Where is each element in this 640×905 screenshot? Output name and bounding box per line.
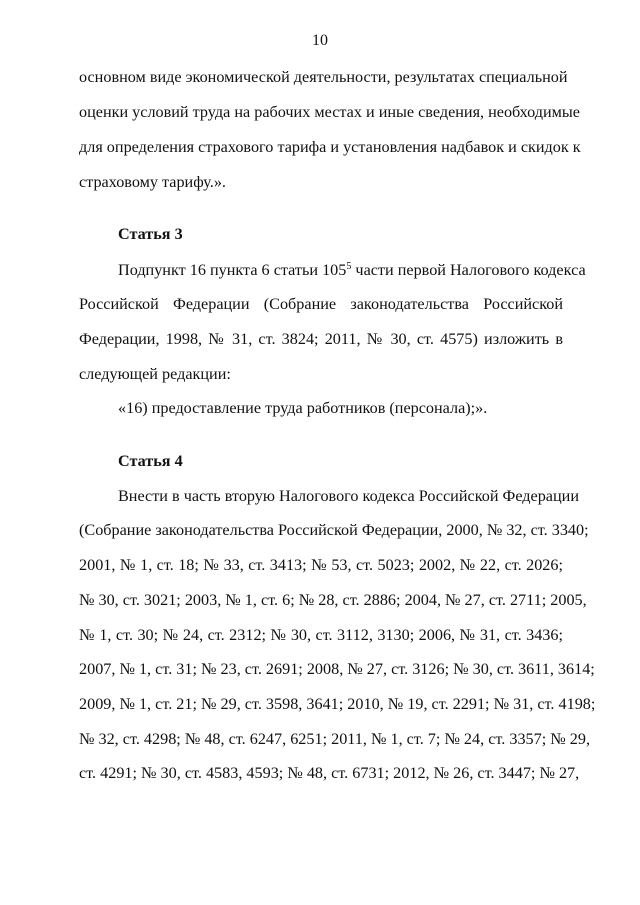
article-3-line-1-end: части первой Налогового кодекса	[351, 261, 586, 279]
article-3-line-1	[118, 260, 586, 280]
article-4-line-3: 2001, № 1, ст. 18; № 33, ст. 3413; № 53, ст. 5023; 2002, № 22, ст. 2026;	[79, 556, 563, 574]
article-4-line-4: № 30, ст. 3021; 2003, № 1, ст. 6; № 28, ст. 2886; 2004, № 27, ст. 2711; 2005,	[79, 591, 587, 609]
intro-line-3: для определения страхового тарифа и установления надбавок и скидок к	[79, 138, 581, 156]
article-4-line-6: 2007, № 1, ст. 31; № 23, ст. 2691; 2008, № 27, ст. 3126; № 30, ст. 3611, 3614;	[79, 660, 595, 678]
article-4-line-7: 2009, № 1, ст. 21; № 29, ст. 3598, 3641; 2010, № 19, ст. 2291; № 31, ст. 4198;	[79, 695, 596, 713]
article-4-line-8: № 32, ст. 4298; № 48, ст. 6247, 6251; 2011, № 1, ст. 7; № 24, ст. 3357; № 29,	[79, 730, 590, 748]
article-4-line-5: № 1, ст. 30; № 24, ст. 2312; № 30, ст. 3112, 3130; 2006, № 31, ст. 3436;	[79, 626, 563, 644]
article-3-line-2: Российской Федерации (Собрание законодательства Российской	[79, 295, 563, 313]
page-number: 10	[312, 32, 328, 49]
article-3-line-4: следующей редакции:	[79, 365, 231, 383]
article-4-line-2: (Собрание законодательства Российской Федерации, 2000, № 32, ст. 3340;	[79, 521, 589, 539]
article-4-heading: Статья 4	[118, 452, 183, 470]
article-3-heading: Статья 3	[118, 225, 183, 243]
article-3-line-1-start: Подпункт 16 пункта 6 статьи 105	[118, 261, 347, 279]
article-3-quote: «16) предоставление труда работников (персонала);».	[118, 399, 488, 417]
article-4-line-9: ст. 4291; № 30, ст. 4583, 4593; № 48, ст. 6731; 2012, № 26, ст. 3447; № 27,	[79, 764, 580, 782]
article-4-line-1: Внести в часть вторую Налогового кодекса Российской Федерации	[118, 487, 579, 505]
intro-line-1: основном виде экономической деятельности, результатах специальной	[79, 68, 568, 86]
intro-line-4: страховому тарифу.».	[79, 173, 226, 191]
intro-line-2: оценки условий труда на рабочих местах и иные сведения, необходимые	[79, 103, 580, 121]
article-number-superscript: 5	[346, 261, 352, 272]
article-3-line-3: Федерации, 1998, № 31, ст. 3824; 2011, № 30, ст. 4575) изложить в	[79, 330, 563, 348]
